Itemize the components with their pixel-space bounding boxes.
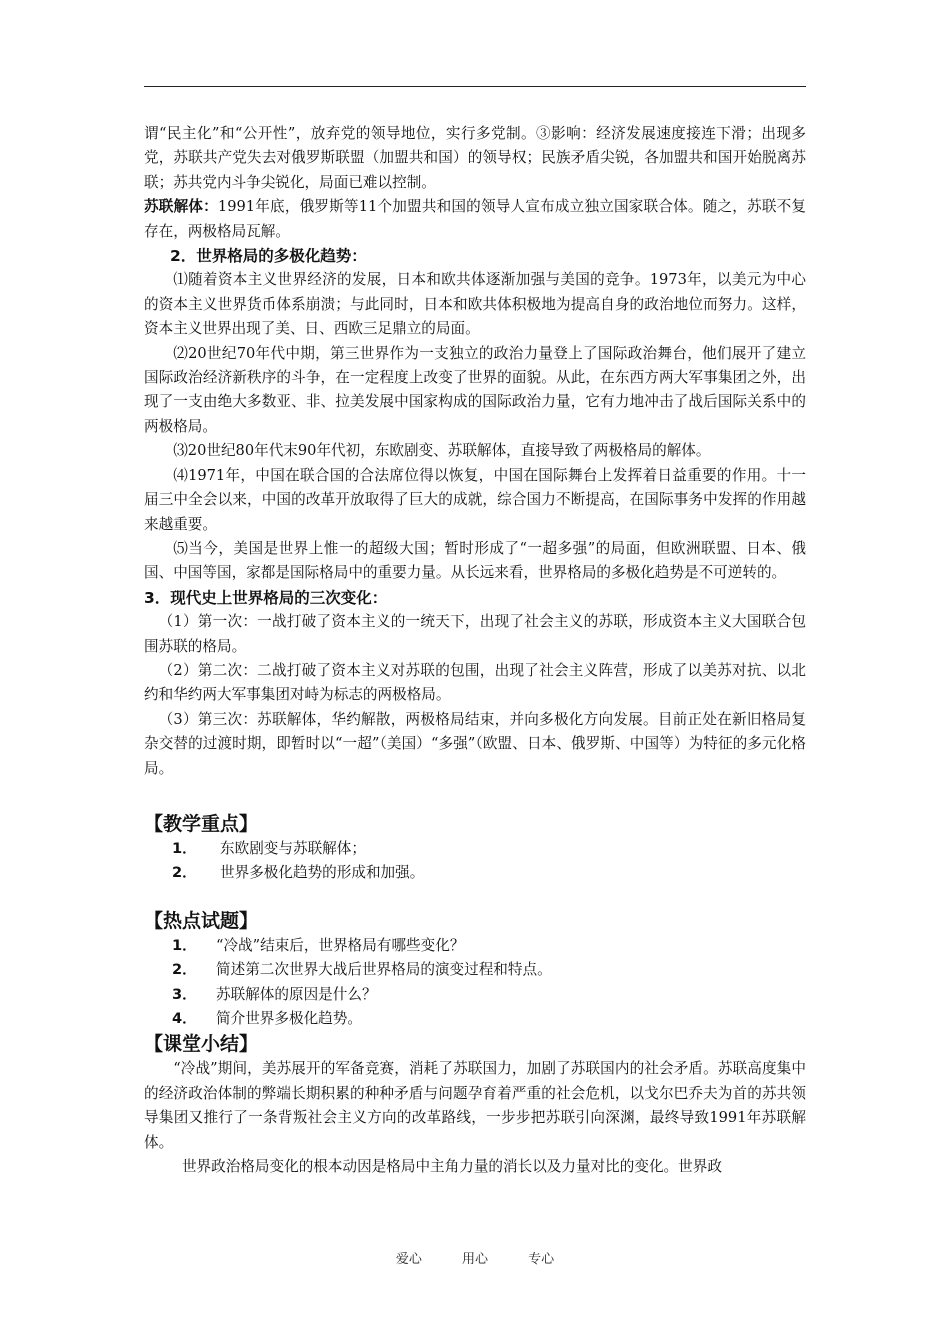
page-footer <box>0 1248 950 1267</box>
hot-questions-list <box>144 934 806 1032</box>
heading-three-changes: 3．现代史上世界格局的三次变化： <box>144 588 388 607</box>
list-item: 2． 世界多极化趋势的形成和加强。 <box>172 864 425 882</box>
summary-title: 【课堂小结】 <box>144 1033 259 1056</box>
heading-multipolar-trend: 2．世界格局的多极化趋势： <box>170 247 367 266</box>
collapse-text: 1991年底，俄罗斯等11个加盟共和国的领导人宣布成立独立国家联合体。随之，苏联不复存在，两极格局瓦解。 <box>144 198 806 240</box>
document-body <box>144 122 806 1179</box>
change-item-3: （3）第三次：苏联解体，华约解散，两极格局结束，并向多极化方向发展。目前正处在新旧格局复杂交替的过渡时期，即暂时以“一超”（美国）“多强”（欧盟、日本、俄罗斯、中国等）为特征的多元化格局。 <box>144 710 806 777</box>
summary-paragraph-2: 世界政治格局变化的根本动因是格局中主角力量的消长以及力量对比的变化。世界政 <box>181 1158 722 1176</box>
paragraph-soviet-collapse <box>144 195 806 244</box>
trend-item-2: ⑵20世纪70年代中期，第三世界作为一支独立的政治力量登上了国际政治舞台，他们展开了建立国际政治经济新秩序的斗争，在一定程度上改变了世界的面貌。从此，在东西方两大军事集团之外，出现了一支由绝大多数亚、非、拉美发展中国家构成的国际政治力量，它有力地冲击了战后国际关系中的两极格局。 <box>144 344 806 435</box>
list-item: 4． 简介世界多极化趋势。 <box>172 1010 362 1027</box>
paragraph-reform-effects: 谓“民主化”和“公开性”，放弃党的领导地位，实行多党制。③影响：经济发展速度接连下滑；出现多党，苏联共产党失去对俄罗斯联盟（加盟共和国）的领导权；民族矛盾尖锐，各加盟共和国开始脱离苏联；苏共党内斗争尖锐化，局面已难以控制。 <box>144 125 806 191</box>
key-points-list <box>144 837 806 886</box>
list-item: 1． 东欧剧变与苏联解体； <box>172 839 366 857</box>
list-item: 1． “冷战”结束后，世界格局有哪些变化？ <box>172 936 465 954</box>
footer-word-2: 用心 <box>461 1252 488 1267</box>
trend-item-3: ⑶20世纪80年代末90年代初，东欧剧变、苏联解体，直接导致了两极格局的解体。 <box>173 442 711 460</box>
footer-word-3: 专心 <box>528 1252 555 1267</box>
summary-paragraph-1: “冷战”期间，美苏展开的军备竞赛，消耗了苏联国力，加剧了苏联国内的社会矛盾。苏联高度集中的经济政治体制的弊端长期积累的种种矛盾与问题孕育着严重的社会危机，以戈尔巴乔夫为首的苏共领导集团又推行了一条背叛社会主义方向的改革路线，一步步把苏联引向深渊，最终导致1991年苏联解体。 <box>144 1060 806 1151</box>
trend-item-1: ⑴随着资本主义世界经济的发展，日本和欧共体逐渐加强与美国的竞争。1973年，以美元为中心的资本主义世界货币体系崩溃；与此同时，日本和欧共体积极地为提高自身的政治地位而努力。这样，资本主义世界出现了美、日、西欧三足鼎立的局面。 <box>144 271 806 338</box>
list-item: 3． 苏联解体的原因是什么？ <box>172 985 377 1003</box>
collapse-label: 苏联解体： <box>144 198 218 216</box>
footer-word-1: 爱心 <box>395 1252 422 1267</box>
hot-questions-title: 【热点试题】 <box>144 909 259 932</box>
change-item-1: （1）第一次：一战打破了资本主义的一统天下，出现了社会主义的苏联，形成资本主义大国联合包围苏联的格局。 <box>144 613 806 655</box>
trend-item-5: ⑸当今，美国是世界上惟一的超级大国；暂时形成了“一超多强”的局面，但欧洲联盟、日本、俄国、中国等国，家都是国际格局中的重要力量。从长远来看，世界格局的多极化趋势是不可逆转的。 <box>144 539 806 582</box>
trend-item-4: ⑷1971年，中国在联合国的合法席位得以恢复，中国在国际舞台上发挥着日益重要的作用。十一届三中全会以来，中国的改革开放取得了巨大的成就，综合国力不断提高，在国际事务中发挥的作用越来越重要。 <box>144 466 806 533</box>
header-rule <box>144 86 806 87</box>
change-item-2: （2）第二次：二战打破了资本主义对苏联的包围，出现了社会主义阵营，形成了以美苏对抗、以北约和华约两大军事集团对峙为标志的两极格局。 <box>144 661 806 704</box>
key-points-title: 【教学重点】 <box>144 812 259 835</box>
list-item: 2． 简述第二次世界大战后世界格局的演变过程和特点。 <box>172 961 552 979</box>
